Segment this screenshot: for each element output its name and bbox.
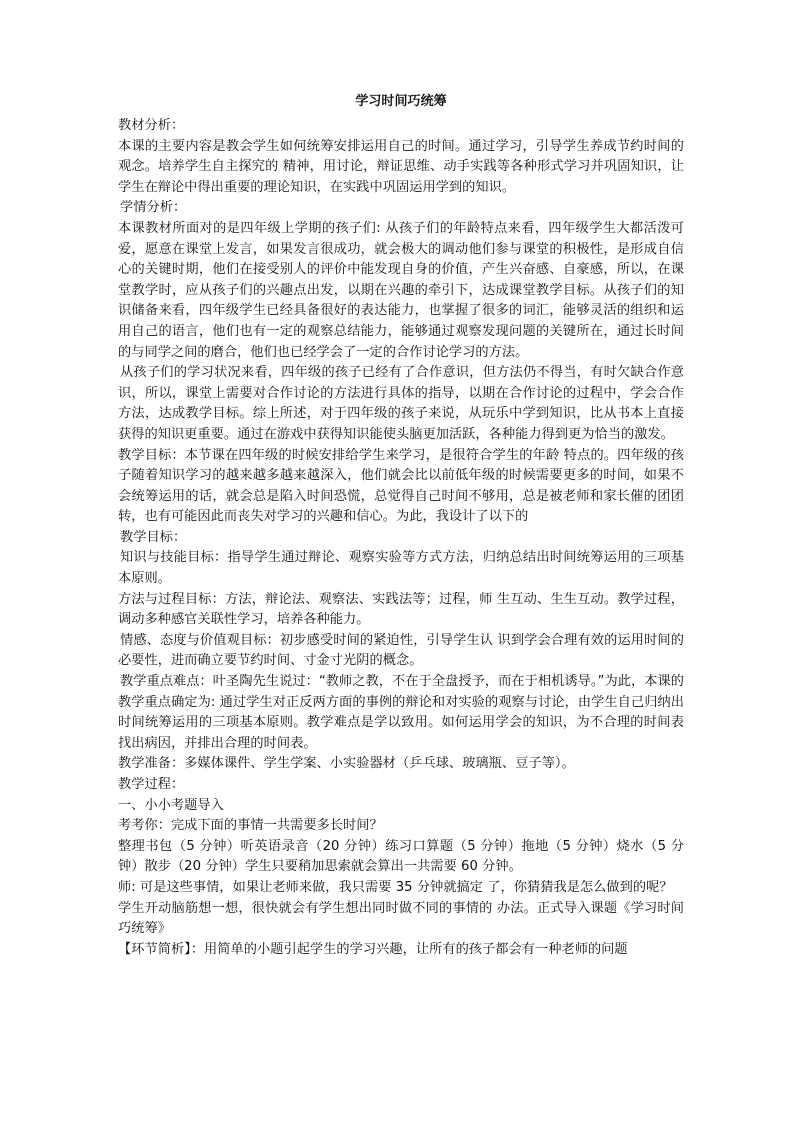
paragraph-learner-analysis-heading: 学情分析：	[120, 200, 187, 216]
paragraph-emotion-value-goal: 情感、态度与价值观目标：初步感受时间的紧迫性，引导学生认 识到学会合理有效的运用时间的必要性，进而确立要节约时间、寸金寸光阴的概念。	[118, 632, 684, 669]
paragraph-teaching-goal-intro: 教学目标：本节课在四年级的时候安排给学生来学习，是很符合学生的年龄 特点的。四年级的孩子随着知识学习的越来越多越来越深入，他们就会比以前低年级的时候需要更多的时间，如果不会统筹运用的话，就会总是陷入时间恐慌，总觉得自己时间不够用，总是被老师和家长催的团团转，也有可能因此而丧失对学习的兴趣和信心。为此，我设计了以下的	[118, 447, 684, 525]
paragraph-learning-status: 从孩子们的学习状况来看，四年级的孩子已经有了合作意识，但方法仍不得当，有时欠缺合作意识，所以，课堂上需要对合作讨论的方法进行具体的指导，以期在合作讨论的过程中，学会合作方法，达成教学目标。综上所述，对于四年级的孩子来说，从玩乐中学到知识，比从书本上直接获得的知识更重要。通过在游戏中获得知识能使头脑更加活跃，各种能力得到更为恰当的激发。	[118, 365, 684, 442]
paragraph-learner-analysis: 本课教材所面对的是四年级上学期的孩子们: 从孩子们的年龄特点来看，四年级学生大都活泼可爱，愿意在课堂上发言，如果发言很成功，就会极大的调动他们参与课堂的积极性，是形成自信心的关键时期，他们在接受别人的评价中能发现自身的价值，产生兴奋感、自豪感，所以，在课堂教学时，应从孩子们的兴趣点出发，以期在兴趣的牵引下，达成课堂教学目标。从孩子们的知识储备来看，四年级学生已经具备很好的表达能力，也掌握了很多的词汇，能够灵活的组织和运用自己的语言，他们也有一定的观察总结能力，能够通过观察发现问题的关键所在，通过长时间的与同学之间的磨合，他们也已经学会了一定的合作讨论学习的方法。	[118, 220, 684, 360]
document-title: 学习时间巧统筹	[355, 94, 447, 109]
paragraph-textbook-analysis: 本课的主要内容是教会学生如何统筹安排运用自己的时间。通过学习，引导学生养成节约时间的观念。培养学生自主探究的 精神，用讨论，辩证思维、动手实践等各种形式学习并巩固知识，让学生在辩论中得出重要的理论知识，在实践中巩固运用学到的知识。	[118, 138, 684, 195]
document-page	[118, 92, 684, 960]
paragraph-method-process-goal: 方法与过程目标：方法，辩论法、观察法、实践法等；过程，师 生互动、生生互动。教学过程，调动多种感官关联性学习，培养各种能力。	[118, 591, 684, 628]
paragraph-segment-analysis: 【环节简析】：用简单的小题引起学生的学习兴趣，让所有的孩子都会有一种老师的问题	[118, 941, 628, 957]
paragraph-teacher-prompt: 师: 可是这些事情，如果让老师来做，我只需要 35 分钟就搞定 了，你猜猜我是怎么做到的呢？	[118, 879, 673, 895]
paragraph-teaching-preparation: 教学准备：多媒体课件、学生学案、小实验器材（乒乓球、玻璃瓶、豆子等）。	[118, 756, 575, 772]
paragraph-student-thinking: 学生开动脑筋想一想，很快就会有学生想出同时做不同的事情的 办法。正式导入课题《学习时间巧统筹》	[118, 900, 684, 937]
paragraph-textbook-analysis-heading: 教材分析：	[118, 118, 185, 133]
paragraph-knowledge-skill-goal: 知识与技能目标：指导学生通过辩论、观察实验等方式方法，归纳总结出时间统筹运用的三项基本原则。	[118, 550, 684, 587]
paragraph-section-one-heading: 一、小小考题导入	[118, 797, 224, 813]
paragraph-quiz-question: 考考你：完成下面的事情一共需要多长时间？	[118, 818, 383, 834]
paragraph-key-points: 教学重点难点：叶圣陶先生说过：“教师之教，不在于全盘授予，而在于相机诱导。”为此，本课的教学重点确定为: 通过学生对正反两方面的事例的辩论和对实验的观察与讨论，由学生自己归纳出时间统筹运用的三项基本原则。教学难点是学以致用。如何运用学会的知识，为不合理的时间表找出病因，并排出合理的时间表。	[118, 674, 684, 751]
paragraph-teaching-goal-heading: 教学目标：	[120, 529, 187, 545]
paragraph-task-list: 整理书包（5 分钟）听英语录音（20 分钟）练习口算题（5 分钟）拖地（5 分钟）烧水（5 分钟）散步（20 分钟）学生只要稍加思索就会算出一共需要 60 分钟。	[118, 838, 684, 875]
paragraph-teaching-process-heading: 教学过程：	[118, 777, 185, 792]
